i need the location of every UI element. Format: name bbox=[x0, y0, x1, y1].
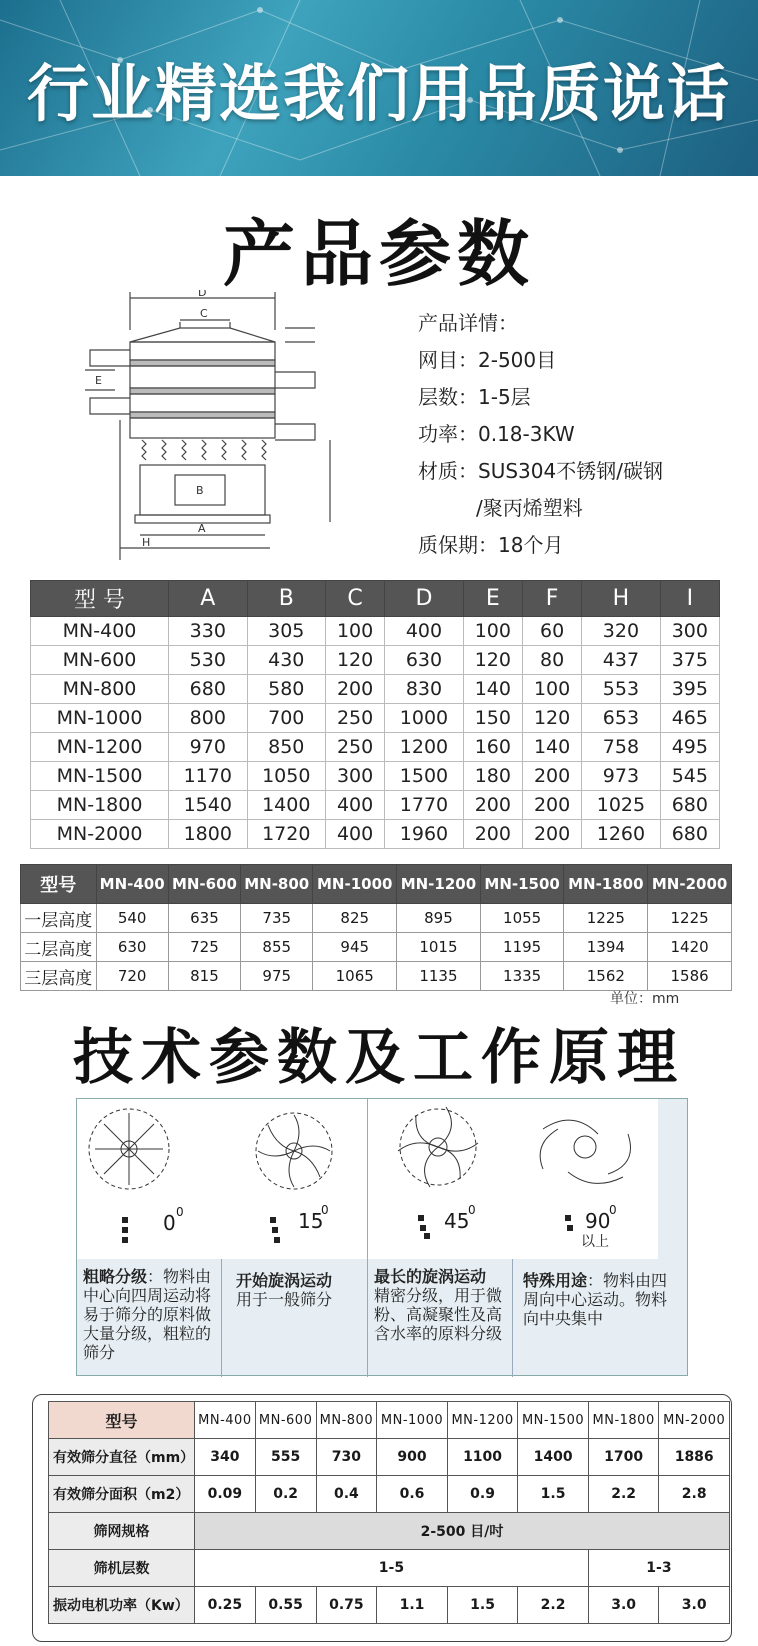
motor-cell: 2.2 bbox=[518, 1587, 589, 1624]
dim-cell: 545 bbox=[660, 762, 719, 791]
layers-label: 筛机层数 bbox=[49, 1550, 195, 1587]
spec-model-2: MN-800 bbox=[316, 1402, 377, 1439]
height-cell: 975 bbox=[241, 962, 313, 991]
dim-label-d: D bbox=[198, 290, 207, 299]
dim-label-c: C bbox=[200, 307, 208, 320]
dim-cell: 1025 bbox=[582, 791, 660, 820]
product-details bbox=[418, 305, 663, 564]
area-cell: 0.6 bbox=[377, 1476, 448, 1513]
dim-label-b: B bbox=[196, 484, 204, 497]
dim-cell: 1960 bbox=[385, 820, 463, 849]
spec-model-7: MN-2000 bbox=[659, 1402, 730, 1439]
motor-label: 振动电机功率（Kw） bbox=[49, 1587, 195, 1624]
dim-cell: 120 bbox=[522, 704, 581, 733]
dim-cell: 60 bbox=[522, 617, 581, 646]
spec-model-5: MN-1500 bbox=[518, 1402, 589, 1439]
table-row bbox=[31, 733, 720, 762]
height-cell: 1586 bbox=[648, 962, 732, 991]
details-power: 功率：0.18-3KW bbox=[418, 422, 575, 446]
table-row bbox=[31, 704, 720, 733]
dim-cell: 100 bbox=[463, 617, 522, 646]
height-cell: 1335 bbox=[480, 962, 564, 991]
height-header-3: MN-800 bbox=[241, 865, 313, 904]
area-label: 有效筛分面积（m2） bbox=[49, 1476, 195, 1513]
spec-header-label: 型号 bbox=[49, 1402, 195, 1439]
table-row bbox=[31, 791, 720, 820]
dim-cell: 465 bbox=[660, 704, 719, 733]
product-params-heading: 产品参数 bbox=[222, 212, 535, 296]
spec-model-6: MN-1800 bbox=[588, 1402, 659, 1439]
angle-3-sup: 0 bbox=[609, 1203, 617, 1217]
mesh-label: 筛网规格 bbox=[49, 1513, 195, 1550]
diameter-cell: 1100 bbox=[447, 1439, 518, 1476]
layers-value-b: 1-3 bbox=[588, 1550, 729, 1587]
dim-cell: 160 bbox=[463, 733, 522, 762]
dim-cell: 180 bbox=[463, 762, 522, 791]
dim-cell: 1260 bbox=[582, 820, 660, 849]
dim-header-6: F bbox=[522, 581, 581, 617]
spec-model-0: MN-400 bbox=[195, 1402, 256, 1439]
dim-cell: MN-1500 bbox=[31, 762, 169, 791]
dim-cell: MN-800 bbox=[31, 675, 169, 704]
area-cell: 0.4 bbox=[316, 1476, 377, 1513]
spec-model-4: MN-1200 bbox=[447, 1402, 518, 1439]
dim-cell: 100 bbox=[325, 617, 384, 646]
diameter-cell: 340 bbox=[195, 1439, 256, 1476]
area-cell: 0.09 bbox=[195, 1476, 256, 1513]
dim-header-5: E bbox=[463, 581, 522, 617]
motion-text-0 bbox=[83, 1267, 223, 1362]
motion-desc-2: 精密分级，用于微粉、高凝聚性及高含水率的原料分级 bbox=[374, 1286, 503, 1343]
table-row bbox=[31, 762, 720, 791]
dim-cell: MN-600 bbox=[31, 646, 169, 675]
banner-title: 行业精选我们用品质说话 bbox=[26, 57, 731, 130]
height-cell: 1015 bbox=[397, 933, 481, 962]
motion-cell-1 bbox=[222, 1099, 368, 1377]
height-cell: 1420 bbox=[648, 933, 732, 962]
dim-cell: 400 bbox=[325, 820, 384, 849]
top-banner bbox=[0, 0, 758, 176]
diameter-cell: 900 bbox=[377, 1439, 448, 1476]
dim-cell: 1500 bbox=[385, 762, 463, 791]
angle-1-sup: 0 bbox=[321, 1203, 329, 1217]
angle-3-extra: 以上 bbox=[581, 1234, 609, 1250]
height-cell: 540 bbox=[96, 904, 168, 933]
dim-cell: MN-1200 bbox=[31, 733, 169, 762]
dim-cell: 1170 bbox=[169, 762, 247, 791]
dim-cell: 200 bbox=[463, 791, 522, 820]
motion-desc-3: ：物料由四周向中心运动。物料向中央集中 bbox=[523, 1271, 668, 1328]
dim-cell: 120 bbox=[463, 646, 522, 675]
dim-cell: 140 bbox=[463, 675, 522, 704]
height-header-2: MN-600 bbox=[168, 865, 240, 904]
dim-cell: 1720 bbox=[247, 820, 325, 849]
motor-cell: 3.0 bbox=[588, 1587, 659, 1624]
table-row bbox=[31, 646, 720, 675]
dim-cell: 400 bbox=[325, 791, 384, 820]
dim-label-h: H bbox=[142, 536, 151, 549]
dim-cell: 850 bbox=[247, 733, 325, 762]
height-cell: 735 bbox=[241, 904, 313, 933]
height-header-0: 型号 bbox=[21, 865, 97, 904]
height-cell: 855 bbox=[241, 933, 313, 962]
height-cell: 720 bbox=[96, 962, 168, 991]
details-warranty: 质保期：18个月 bbox=[418, 533, 564, 557]
dim-cell: 250 bbox=[325, 704, 384, 733]
dim-cell: 830 bbox=[385, 675, 463, 704]
dim-cell: 305 bbox=[247, 617, 325, 646]
dim-cell: 330 bbox=[169, 617, 247, 646]
table-row bbox=[21, 962, 732, 991]
height-cell: 945 bbox=[313, 933, 397, 962]
motion-diagram-2 bbox=[368, 1099, 513, 1259]
dim-cell: 653 bbox=[582, 704, 660, 733]
height-cell: 895 bbox=[397, 904, 481, 933]
dim-cell: 375 bbox=[660, 646, 719, 675]
motor-cell: 0.75 bbox=[316, 1587, 377, 1624]
dim-cell: 1050 bbox=[247, 762, 325, 791]
dimension-table bbox=[30, 580, 720, 849]
motion-title-0: 粗略分级 bbox=[83, 1267, 148, 1286]
height-cell: 1394 bbox=[564, 933, 648, 962]
height-header-5: MN-1200 bbox=[397, 865, 481, 904]
height-header-1: MN-400 bbox=[96, 865, 168, 904]
details-material: 材质：SUS304不锈钢/碳钢 bbox=[418, 459, 663, 483]
layer-height-table bbox=[20, 864, 732, 991]
dim-header-0: 型 号 bbox=[31, 581, 169, 617]
motor-cell: 1.1 bbox=[377, 1587, 448, 1624]
motion-title-1: 开始旋涡运动 bbox=[236, 1271, 333, 1290]
motor-cell: 0.25 bbox=[195, 1587, 256, 1624]
area-cell: 1.5 bbox=[518, 1476, 589, 1513]
dim-header-8: I bbox=[660, 581, 719, 617]
dim-cell: 200 bbox=[522, 762, 581, 791]
dim-cell: 200 bbox=[463, 820, 522, 849]
height-header-7: MN-1800 bbox=[564, 865, 648, 904]
dim-cell: 680 bbox=[660, 791, 719, 820]
dim-header-1: A bbox=[169, 581, 247, 617]
dim-cell: 800 bbox=[169, 704, 247, 733]
diameter-cell: 730 bbox=[316, 1439, 377, 1476]
height-cell: 1065 bbox=[313, 962, 397, 991]
dim-cell: 437 bbox=[582, 646, 660, 675]
table-row bbox=[21, 933, 732, 962]
motion-cell-3 bbox=[513, 1099, 689, 1377]
dim-cell: 200 bbox=[522, 820, 581, 849]
motion-principle-panel bbox=[76, 1098, 688, 1376]
dim-cell: 300 bbox=[325, 762, 384, 791]
spec-model-3: MN-1000 bbox=[377, 1402, 448, 1439]
dim-cell: 1400 bbox=[247, 791, 325, 820]
motor-cell: 1.5 bbox=[447, 1587, 518, 1624]
angle-1: 15 bbox=[298, 1209, 324, 1233]
details-heading: 产品详情： bbox=[418, 311, 518, 335]
height-header-4: MN-1000 bbox=[313, 865, 397, 904]
height-cell: 630 bbox=[96, 933, 168, 962]
dim-cell: 1540 bbox=[169, 791, 247, 820]
height-cell: 1225 bbox=[648, 904, 732, 933]
dim-cell: 320 bbox=[582, 617, 660, 646]
dim-cell: MN-1800 bbox=[31, 791, 169, 820]
height-cell: 1195 bbox=[480, 933, 564, 962]
dim-header-4: D bbox=[385, 581, 463, 617]
area-cell: 0.2 bbox=[255, 1476, 316, 1513]
details-material-cont: /聚丙烯塑料 bbox=[476, 496, 583, 520]
dim-cell: 100 bbox=[522, 675, 581, 704]
dim-cell: 80 bbox=[522, 646, 581, 675]
area-cell: 0.9 bbox=[447, 1476, 518, 1513]
height-header-6: MN-1500 bbox=[480, 865, 564, 904]
height-header-8: MN-2000 bbox=[648, 865, 732, 904]
dim-cell: 395 bbox=[660, 675, 719, 704]
motion-diagram-0 bbox=[77, 1099, 222, 1259]
diameter-cell: 1400 bbox=[518, 1439, 589, 1476]
mesh-value: 2-500 目/吋 bbox=[195, 1513, 730, 1550]
dim-cell: 200 bbox=[522, 791, 581, 820]
angle-0: 0 bbox=[163, 1211, 176, 1235]
motion-text-3 bbox=[523, 1271, 673, 1328]
dim-cell: 400 bbox=[385, 617, 463, 646]
dim-cell: 300 bbox=[660, 617, 719, 646]
dim-cell: 1000 bbox=[385, 704, 463, 733]
dim-cell: MN-1000 bbox=[31, 704, 169, 733]
details-mesh: 网目：2-500目 bbox=[418, 348, 557, 372]
motion-title-3: 特殊用途 bbox=[523, 1271, 588, 1290]
tech-principle-heading: 技术参数及工作原理 bbox=[73, 1023, 685, 1093]
dim-cell: 495 bbox=[660, 733, 719, 762]
motion-cell-0 bbox=[77, 1099, 222, 1377]
dim-header-7: H bbox=[582, 581, 660, 617]
dim-header-2: B bbox=[247, 581, 325, 617]
dim-cell: 700 bbox=[247, 704, 325, 733]
motion-diagram-3 bbox=[513, 1099, 658, 1259]
motion-cell-2 bbox=[368, 1099, 513, 1377]
dim-header-3: C bbox=[325, 581, 384, 617]
dim-cell: 530 bbox=[169, 646, 247, 675]
motion-title-2: 最长的旋涡运动 bbox=[374, 1267, 487, 1286]
dim-cell: 758 bbox=[582, 733, 660, 762]
height-cell: 1225 bbox=[564, 904, 648, 933]
diameter-cell: 1700 bbox=[588, 1439, 659, 1476]
layers-value-a: 1-5 bbox=[195, 1550, 589, 1587]
motion-text-2 bbox=[374, 1267, 514, 1343]
diameter-label: 有效筛分直径（mm） bbox=[49, 1439, 195, 1476]
dim-cell: 553 bbox=[582, 675, 660, 704]
height-cell: 1135 bbox=[397, 962, 481, 991]
height-cell: 三层高度 bbox=[21, 962, 97, 991]
dim-cell: 200 bbox=[325, 675, 384, 704]
table-row bbox=[21, 904, 732, 933]
spec-model-1: MN-600 bbox=[255, 1402, 316, 1439]
angle-3: 90 bbox=[585, 1209, 611, 1233]
dim-cell: 580 bbox=[247, 675, 325, 704]
motor-cell: 3.0 bbox=[659, 1587, 730, 1624]
angle-0-sup: 0 bbox=[176, 1205, 184, 1219]
dim-cell: 680 bbox=[660, 820, 719, 849]
table-row bbox=[31, 617, 720, 646]
dim-cell: 120 bbox=[325, 646, 384, 675]
unit-note: 单位：mm bbox=[610, 991, 680, 1007]
diameter-cell: 555 bbox=[255, 1439, 316, 1476]
dim-cell: 430 bbox=[247, 646, 325, 675]
dim-cell: 1770 bbox=[385, 791, 463, 820]
details-layers: 层数：1-5层 bbox=[418, 385, 531, 409]
machine-diagram bbox=[80, 290, 380, 575]
dim-cell: MN-2000 bbox=[31, 820, 169, 849]
dim-cell: 250 bbox=[325, 733, 384, 762]
motion-diagram-1 bbox=[222, 1099, 367, 1259]
diameter-cell: 1886 bbox=[659, 1439, 730, 1476]
dim-cell: 1800 bbox=[169, 820, 247, 849]
dim-cell: 973 bbox=[582, 762, 660, 791]
motion-text-1 bbox=[236, 1271, 376, 1309]
height-cell: 1055 bbox=[480, 904, 564, 933]
dim-cell: 140 bbox=[522, 733, 581, 762]
area-cell: 2.2 bbox=[588, 1476, 659, 1513]
height-cell: 725 bbox=[168, 933, 240, 962]
height-cell: 815 bbox=[168, 962, 240, 991]
dim-cell: 630 bbox=[385, 646, 463, 675]
dim-label-a: A bbox=[198, 522, 206, 535]
height-cell: 825 bbox=[313, 904, 397, 933]
dim-cell: 970 bbox=[169, 733, 247, 762]
angle-2-sup: 0 bbox=[468, 1203, 476, 1217]
angle-2: 45 bbox=[444, 1209, 470, 1233]
height-cell: 1562 bbox=[564, 962, 648, 991]
spec-table bbox=[48, 1401, 730, 1624]
motion-desc-1: 用于一般筛分 bbox=[236, 1290, 333, 1309]
table-row bbox=[31, 675, 720, 704]
motion-desc-0: ：物料由中心向四周运动将易于筛分的原料做大量分级，粗粒的筛分 bbox=[83, 1267, 212, 1362]
dim-cell: 1200 bbox=[385, 733, 463, 762]
height-cell: 635 bbox=[168, 904, 240, 933]
dim-label-e: E bbox=[95, 374, 102, 387]
dim-cell: 150 bbox=[463, 704, 522, 733]
height-cell: 一层高度 bbox=[21, 904, 97, 933]
height-cell: 二层高度 bbox=[21, 933, 97, 962]
motor-cell: 0.55 bbox=[255, 1587, 316, 1624]
dim-cell: 680 bbox=[169, 675, 247, 704]
table-row bbox=[31, 820, 720, 849]
area-cell: 2.8 bbox=[659, 1476, 730, 1513]
dim-cell: MN-400 bbox=[31, 617, 169, 646]
